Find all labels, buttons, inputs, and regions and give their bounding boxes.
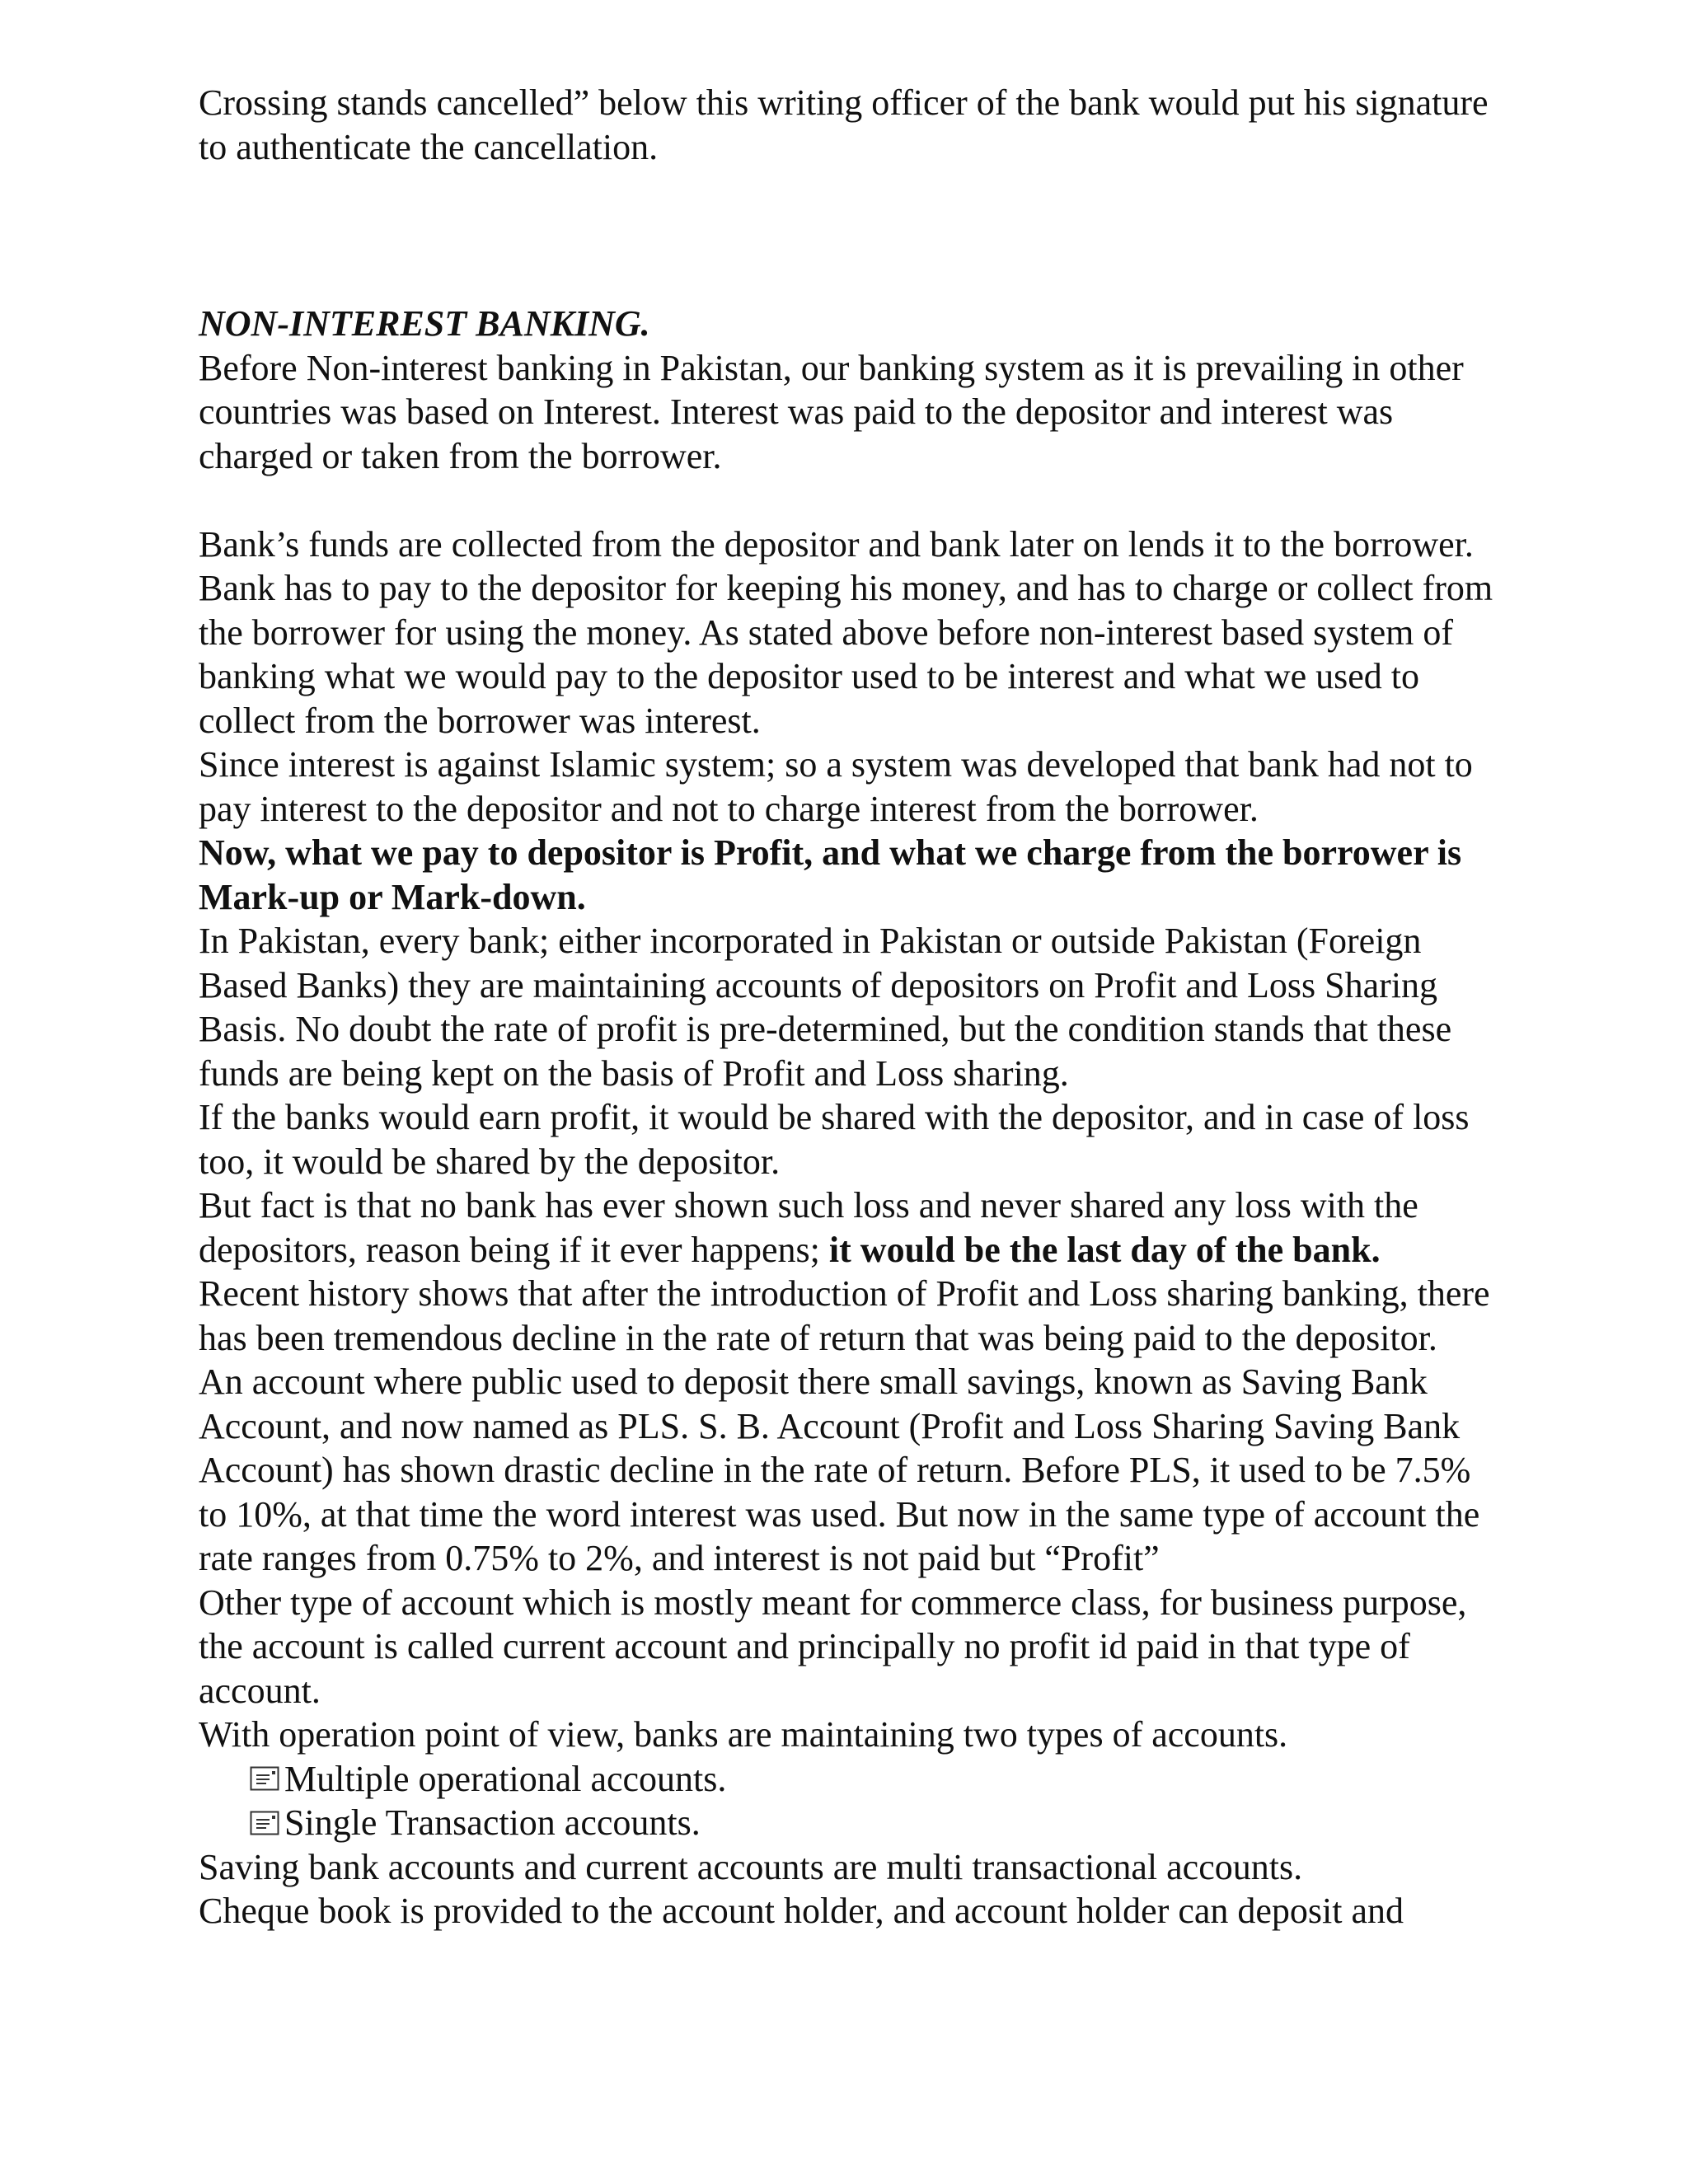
paragraph-current-account: Other type of account which is mostly meant for commerce class, for business purpose, the account is called current account and principally no profit id paid in that type of account. [199, 1582, 1467, 1711]
spacer [199, 169, 1501, 302]
paragraph-cheque-book: Cheque book is provided to the account holder, and account holder can deposit and [199, 1891, 1404, 1931]
note-list-icon [250, 1811, 279, 1835]
paragraph-account-types: With operation point of view, banks are maintaining two types of accounts. [199, 1714, 1288, 1755]
paragraph-profit-markup: Now, what we pay to depositor is Profit, and what we charge from the borrower is Mark-up or Mark-down. [199, 832, 1462, 917]
paragraph-pakistan-banks: In Pakistan, every bank; either incorporated in Pakistan or outside Pakistan (Foreign Based Banks) they are maintaining accounts of depositors on Profit and Loss Sharing Basis. No doubt the rate of profit is pre-determined, but the condition stands that these funds are being kept on the basis of Profit and Loss sharing. [199, 921, 1452, 1094]
paragraph-islamic-system: Since interest is against Islamic system; so a system was developed that bank had not to pay interest to the depositor and not to charge interest from the borrower. [199, 744, 1473, 829]
bullet-item [199, 1757, 1501, 1802]
paragraph-loss-fact-text: But fact is that no bank has ever shown such loss and never shared any loss with the depositors, reason being if it ever happens; [199, 1185, 1418, 1270]
bullet-item [199, 1801, 1501, 1845]
paragraph-recent-history: Recent history shows that after the introduction of Profit and Loss sharing banking, there has been tremendous decline in the rate of return that was being paid to the depositor. [199, 1273, 1490, 1358]
paragraph-loss-fact [199, 1183, 1501, 1272]
paragraph-profit-sharing: If the banks would earn profit, it would be shared with the depositor, and in case of loss too, it would be shared by the depositor. [199, 1097, 1470, 1182]
paragraph-saving-account: An account where public used to deposit there small savings, known as Saving Bank Account, and now named as PLS. S. B. Account (Profit and Loss Sharing Saving Bank Account) has shown drastic decline in the rate of return. Before PLS, it used to be 7.5% to 10%, at that time the word interest was used. But now in the same type of account the rate ranges from 0.75% to 2%, and interest is not paid but “Profit” [199, 1361, 1480, 1578]
section-heading: NON-INTEREST BANKING. [199, 303, 650, 344]
note-list-icon [250, 1766, 279, 1791]
document-page [199, 81, 1501, 1933]
bullet-text: Multiple operational accounts. [284, 1758, 727, 1799]
intro-paragraph: Crossing stands cancelled” below this writing officer of the bank would put his signature to authenticate the cancellation. [199, 82, 1489, 167]
paragraph-loss-fact-bold: it would be the last day of the bank. [828, 1229, 1381, 1270]
paragraph-bank-funds: Bank’s funds are collected from the depositor and bank later on lends it to the borrower. Bank has to pay to the depositor for keeping his money, and has to charge or collect from the borrower for using the money. As stated above before non-interest based system of banking what we would pay to the depositor used to be interest and what we used to collect from the borrower was interest. [199, 523, 1493, 741]
paragraph-multi-transactional: Saving bank accounts and current accounts are multi transactional accounts. [199, 1846, 1303, 1887]
paragraph-before-non-interest: Before Non-interest banking in Pakistan, our banking system as it is prevailing in other countries was based on Interest. Interest was paid to the depositor and interest was charged or taken from the borrower. [199, 347, 1464, 476]
spacer [199, 478, 1501, 523]
bullet-text: Single Transaction accounts. [284, 1802, 701, 1843]
